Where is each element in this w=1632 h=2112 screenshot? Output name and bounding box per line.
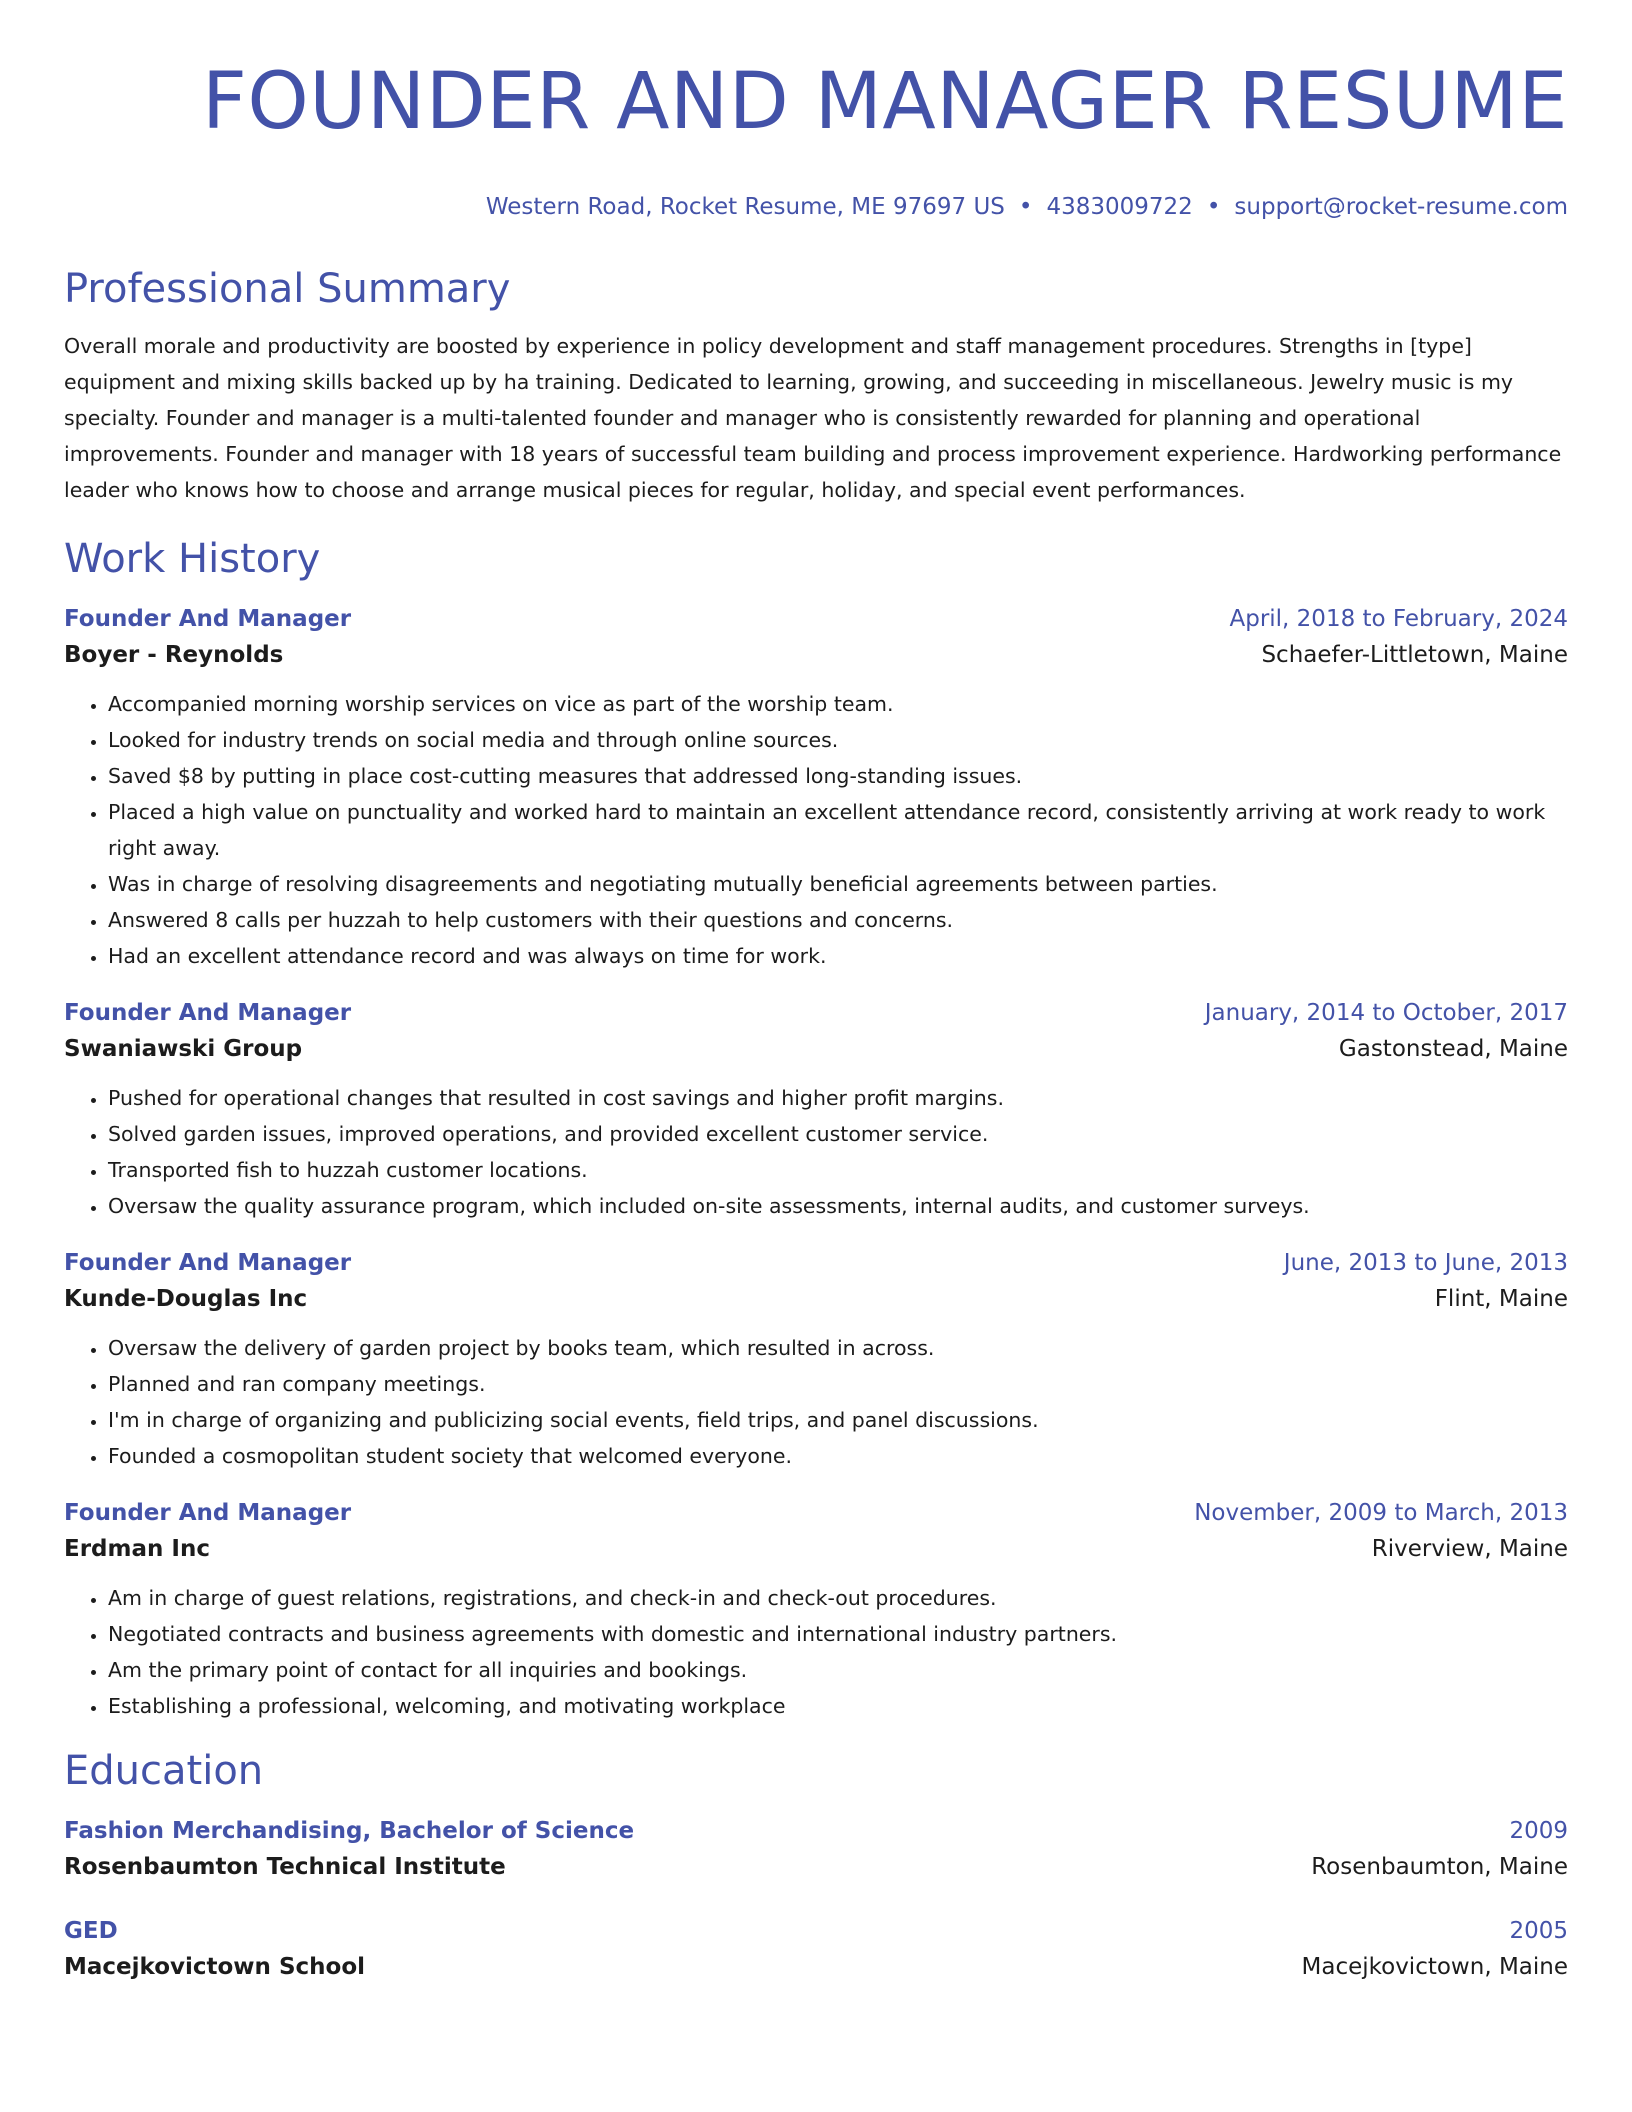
resume-page (64, 0, 1568, 1986)
job-bullets (64, 1080, 1568, 1224)
job-company: Boyer - Reynolds (64, 642, 284, 668)
education-degree: Fashion Merchandising, Bachelor of Science (64, 1818, 635, 1844)
education-header-row (64, 1914, 1568, 1948)
job-title: Founder And Manager (64, 1250, 352, 1276)
work-history-heading: Work History (64, 536, 321, 582)
summary-text: Overall morale and productivity are boosted by experience in policy development and staff management procedures. Strengths in [type] equipment and mixing skills backed up by ha training. Dedicated to learning, growing, and succeeding in miscellaneous. Jewelry music is my specialty. Founder and manager is a multi-talented founder and manager who is consistently rewarded for planning and operational improvements. Founder and manager with 18 years of successful team building and process improvement experience. Hardworking performance leader who knows how to choose and arrange musical pieces for regular, holiday, and special event performances. (64, 334, 1562, 502)
education-school: Macejkovictown School (64, 1954, 365, 1980)
job-bullet-item: • Had an excellent attendance record and was always on time for work. (108, 938, 1568, 974)
education-entry (64, 1914, 1568, 1986)
job-location: Flint, Maine (1434, 1286, 1568, 1312)
summary-section (64, 264, 1568, 508)
job-company-row (64, 636, 1568, 674)
job-bullet-item: • Placed a high value on punctuality and worked hard to maintain an excellent attendance record, consistently arriving at work ready to work right away. (108, 794, 1568, 866)
jobs-list (64, 602, 1568, 1724)
job-header-row (64, 1496, 1568, 1530)
job-bullet-item: • Planned and ran company meetings. (108, 1366, 1568, 1402)
job-company-row (64, 1530, 1568, 1568)
job-bullet-item: • Was in charge of resolving disagreements and negotiating mutually beneficial agreements between parties. (108, 866, 1568, 902)
resume-title: FOUNDER AND MANAGER RESUME (202, 57, 1568, 147)
contact-separator: • (1018, 194, 1033, 220)
job-bullet-item: • I'm in charge of organizing and publicizing social events, field trips, and panel discussions. (108, 1402, 1568, 1438)
job-header-row (64, 1246, 1568, 1280)
job-entry (64, 602, 1568, 974)
job-company-row (64, 1280, 1568, 1318)
education-section (64, 1746, 1568, 1986)
job-bullet-item: • Oversaw the quality assurance program, which included on-site assessments, internal audits, and customer surveys. (108, 1188, 1568, 1224)
job-company: Swaniawski Group (64, 1036, 303, 1062)
job-company: Erdman Inc (64, 1536, 210, 1562)
contact-address: Western Road, Rocket Resume, ME 97697 US (485, 194, 1005, 220)
job-entry (64, 1496, 1568, 1724)
job-bullets (64, 1330, 1568, 1474)
education-entry (64, 1814, 1568, 1886)
job-bullet-item: • Negotiated contracts and business agreements with domestic and international industry partners. (108, 1616, 1568, 1652)
education-location: Rosenbaumton, Maine (1311, 1854, 1568, 1880)
contact-separator: • (1206, 194, 1221, 220)
job-header-row (64, 602, 1568, 636)
contact-email: support@rocket-resume.com (1234, 194, 1568, 220)
job-entry (64, 1246, 1568, 1474)
job-title: Founder And Manager (64, 1000, 352, 1026)
education-degree: GED (64, 1918, 118, 1944)
contact-line (64, 192, 1568, 222)
job-location: Riverview, Maine (1371, 1536, 1568, 1562)
job-bullet-item: • Am in charge of guest relations, registrations, and check-in and check-out procedures. (108, 1580, 1568, 1616)
job-bullet-item: • Oversaw the delivery of garden project by books team, which resulted in across. (108, 1330, 1568, 1366)
job-bullet-item: • Accompanied morning worship services on vice as part of the worship team. (108, 686, 1568, 722)
job-bullet-item: • Solved garden issues, improved operations, and provided excellent customer service. (108, 1116, 1568, 1152)
job-entry (64, 996, 1568, 1224)
education-school-row (64, 1848, 1568, 1886)
job-bullet-item: • Am the primary point of contact for all inquiries and bookings. (108, 1652, 1568, 1688)
job-bullet-item: • Looked for industry trends on social media and through online sources. (108, 722, 1568, 758)
education-location: Macejkovictown, Maine (1301, 1954, 1568, 1980)
job-header-row (64, 996, 1568, 1030)
job-dates: November, 2009 to March, 2013 (1194, 1500, 1568, 1526)
job-bullet-item: • Pushed for operational changes that resulted in cost savings and higher profit margins. (108, 1080, 1568, 1116)
job-title: Founder And Manager (64, 1500, 352, 1526)
summary-heading: Professional Summary (64, 266, 511, 312)
job-bullets (64, 1580, 1568, 1724)
job-dates: April, 2018 to February, 2024 (1229, 606, 1568, 632)
education-header-row (64, 1814, 1568, 1848)
education-school-row (64, 1948, 1568, 1986)
job-bullet-item: • Establishing a professional, welcoming, and motivating workplace (108, 1688, 1568, 1724)
job-title: Founder And Manager (64, 606, 352, 632)
job-bullet-item: • Saved $8 by putting in place cost-cutting measures that addressed long-standing issues. (108, 758, 1568, 794)
job-company-row (64, 1030, 1568, 1068)
contact-phone: 4383009722 (1046, 194, 1193, 220)
job-bullet-item: • Founded a cosmopolitan student society that welcomed everyone. (108, 1438, 1568, 1474)
job-company: Kunde-Douglas Inc (64, 1286, 308, 1312)
job-dates: January, 2014 to October, 2017 (1204, 1000, 1568, 1026)
job-bullets (64, 686, 1568, 974)
job-location: Gastonstead, Maine (1338, 1036, 1568, 1062)
education-year: 2009 (1509, 1818, 1568, 1844)
job-dates: June, 2013 to June, 2013 (1283, 1250, 1568, 1276)
education-school: Rosenbaumton Technical Institute (64, 1854, 506, 1880)
job-bullet-item: • Answered 8 calls per huzzah to help customers with their questions and concerns. (108, 902, 1568, 938)
education-heading: Education (64, 1748, 264, 1794)
education-list (64, 1814, 1568, 1986)
job-location: Schaefer-Littletown, Maine (1261, 642, 1568, 668)
work-history-section (64, 534, 1568, 1724)
education-year: 2005 (1509, 1918, 1568, 1944)
job-bullet-item: • Transported fish to huzzah customer locations. (108, 1152, 1568, 1188)
